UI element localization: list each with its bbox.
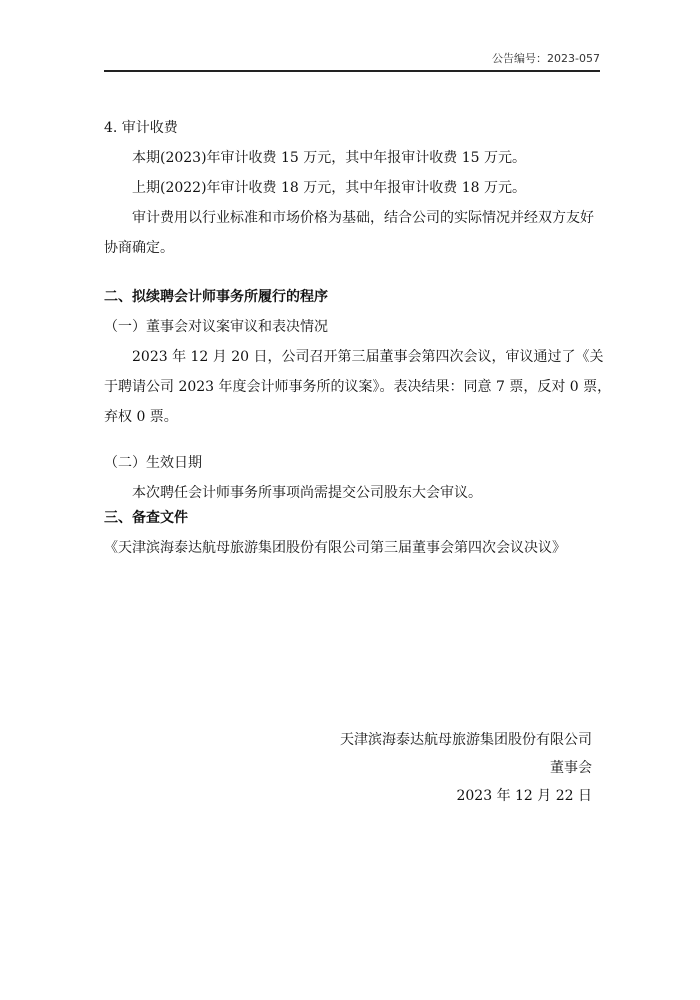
announcement-number: 公告编号：2023-057 [492, 52, 600, 65]
procedure-section [104, 282, 612, 432]
board-review-line-3: 弃权 0 票。 [104, 409, 178, 425]
signature-block [340, 726, 592, 810]
fee-basis-line-1: 审计费用以行业标准和市场价格为基础，结合公司的实际情况并经双方友好 [132, 210, 594, 226]
documents-section [104, 503, 600, 563]
signature-date: 2023 年 12 月 22 日 [456, 788, 592, 804]
fee-heading: 4. 审计收费 [104, 120, 178, 136]
effective-date-heading: （二）生效日期 [104, 455, 202, 471]
effective-date-body: 本次聘任会计师事务所事项尚需提交公司股东大会审议。 [132, 485, 482, 501]
procedure-heading: 二、拟续聘会计师事务所履行的程序 [104, 289, 328, 305]
signature-board: 董事会 [550, 760, 592, 776]
fee-current-period: 本期(2023)年审计收费 15 万元，其中年报审计收费 15 万元。 [132, 150, 526, 166]
fee-previous-period: 上期(2022)年审计收费 18 万元，其中年报审计收费 18 万元。 [132, 180, 526, 196]
effective-date-section [104, 448, 600, 508]
documents-heading: 三、备查文件 [104, 510, 188, 526]
board-review-line-1: 2023 年 12 月 20 日，公司召开第三届董事会第四次会议，审议通过了《关 [132, 349, 604, 365]
documents-item: 《天津滨海泰达航母旅游集团股份有限公司第三届董事会第四次会议决议》 [104, 540, 566, 556]
fee-basis-line-2: 协商确定。 [104, 240, 174, 256]
header-divider [104, 70, 600, 72]
board-review-heading: （一）董事会对议案审议和表决情况 [104, 319, 328, 335]
board-review-line-2: 于聘请公司 2023 年度会计师事务所的议案》。表决结果：同意 7 票，反对 0 票， [104, 379, 612, 395]
signature-company: 天津滨海泰达航母旅游集团股份有限公司 [340, 732, 592, 748]
fee-section [104, 113, 600, 263]
